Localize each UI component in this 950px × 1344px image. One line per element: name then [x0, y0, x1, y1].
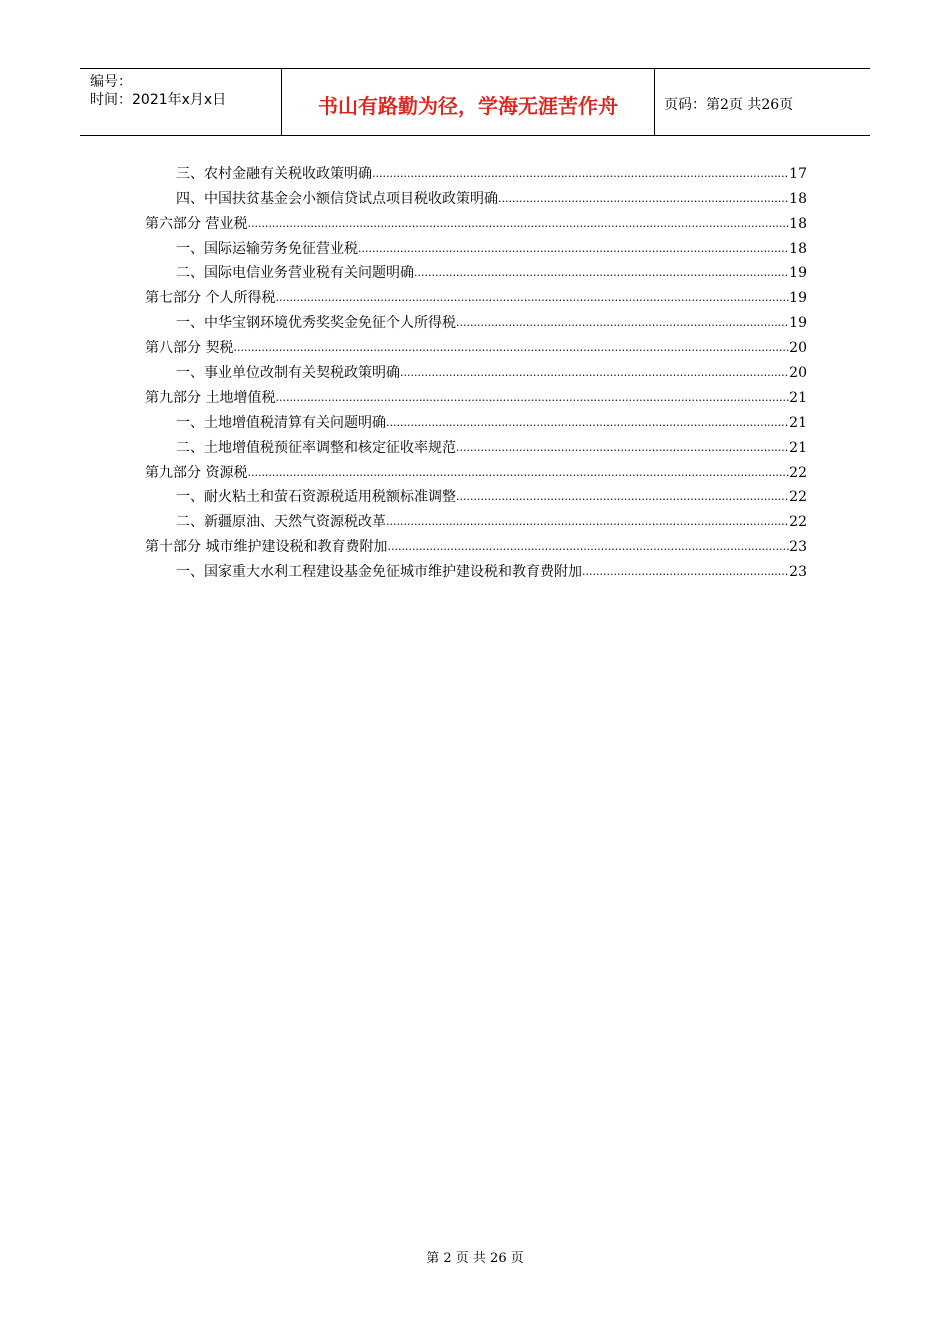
motto-text: 书山有路勤为径，学海无涯苦作舟: [318, 93, 618, 118]
toc-leader-dots: [247, 214, 789, 234]
toc-entry-page: 21: [789, 389, 807, 406]
toc-entry-title: 一、事业单位改制有关契税政策明确: [176, 365, 400, 382]
toc-leader-dots: [498, 189, 789, 209]
toc-entry-title: 一、土地增值税清算有关问题明确: [176, 414, 386, 431]
toc-entry-title: 二、国际电信业务营业税有关问题明确: [176, 265, 414, 282]
toc-leader-dots: [386, 512, 789, 532]
toc-leader-dots: [247, 463, 789, 483]
toc-leader-dots: [456, 313, 789, 333]
toc-entry[interactable]: [145, 209, 807, 234]
toc-entry[interactable]: [145, 483, 807, 508]
toc-leader-dots: [400, 363, 789, 383]
toc-entry-title: 第八部分 契税: [145, 340, 234, 357]
toc-entry-title: 一、耐火粘土和萤石资源税适用税额标准调整: [176, 489, 456, 506]
footer-page-number: 第 2 页 共 26 页: [426, 1251, 524, 1266]
toc-entry-page: 18: [789, 190, 807, 207]
toc-entry[interactable]: [145, 458, 807, 483]
toc-leader-dots: [414, 263, 789, 283]
toc-entry-page: 21: [789, 439, 807, 456]
toc-entry[interactable]: [145, 259, 807, 284]
toc-leader-dots: [275, 388, 789, 408]
toc-entry-title: 第九部分 土地增值税: [145, 389, 276, 406]
header-page-info: [655, 69, 870, 135]
toc-entry-title: 三、农村金融有关税收政策明确: [176, 165, 372, 182]
toc-entry[interactable]: [145, 283, 807, 308]
toc-entry[interactable]: [145, 408, 807, 433]
toc-entry[interactable]: [145, 333, 807, 358]
toc-entry-page: 22: [789, 464, 807, 481]
number-label: 编号：: [90, 74, 132, 90]
header-meta: [80, 69, 282, 135]
toc-entry-title: 第六部分 营业税: [145, 215, 248, 232]
toc-entry[interactable]: [145, 358, 807, 383]
toc-entry-title: 第九部分 资源税: [145, 464, 248, 481]
toc-leader-dots: [456, 487, 789, 507]
toc-entry-page: 20: [789, 365, 807, 382]
page-header: [80, 68, 870, 136]
page-footer: [0, 1247, 950, 1266]
toc-entry-title: 一、中华宝钢环境优秀奖奖金免征个人所得税: [176, 315, 456, 332]
toc-entry-title: 一、国家重大水利工程建设基金免征城市维护建设税和教育费附加: [176, 564, 582, 581]
page-info-text: 页码：第2页 共26页: [664, 97, 794, 113]
toc-leader-dots: [582, 562, 789, 582]
toc-leader-dots: [275, 288, 789, 308]
toc-entry[interactable]: [145, 159, 807, 184]
toc-entry-page: 19: [789, 290, 807, 307]
toc-leader-dots: [233, 338, 789, 358]
toc-entry-page: 22: [789, 514, 807, 531]
toc-leader-dots: [386, 413, 789, 433]
toc-entry-title: 二、土地增值税预征率调整和核定征收率规范: [176, 439, 456, 456]
toc-entry[interactable]: [145, 557, 807, 582]
toc-entry-page: 19: [789, 315, 807, 332]
toc-entry[interactable]: [145, 433, 807, 458]
toc-entry-page: 17: [789, 165, 807, 182]
toc-leader-dots: [387, 537, 789, 557]
toc-entry-page: 22: [789, 489, 807, 506]
toc-entry-page: 23: [789, 539, 807, 556]
toc-entry[interactable]: [145, 383, 807, 408]
date-label: 时间：2021年x月x日: [90, 92, 227, 108]
toc-entry-page: 23: [789, 564, 807, 581]
toc-entry-page: 21: [789, 414, 807, 431]
toc-leader-dots: [358, 239, 789, 259]
toc-entry[interactable]: [145, 184, 807, 209]
toc-leader-dots: [456, 438, 789, 458]
header-motto: [282, 69, 655, 135]
toc-entry-title: 四、中国扶贫基金会小额信贷试点项目税收政策明确: [176, 190, 498, 207]
toc-entry-page: 18: [789, 240, 807, 257]
toc-entry[interactable]: [145, 234, 807, 259]
table-of-contents: [145, 159, 807, 582]
toc-entry-page: 18: [789, 215, 807, 232]
toc-entry-page: 20: [789, 340, 807, 357]
toc-entry-title: 二、新疆原油、天然气资源税改革: [176, 514, 386, 531]
toc-entry[interactable]: [145, 308, 807, 333]
toc-entry[interactable]: [145, 507, 807, 532]
toc-entry-page: 19: [789, 265, 807, 282]
toc-entry-title: 第十部分 城市维护建设税和教育费附加: [145, 539, 388, 556]
toc-entry[interactable]: [145, 532, 807, 557]
toc-entry-title: 第七部分 个人所得税: [145, 290, 276, 307]
toc-entry-title: 一、国际运输劳务免征营业税: [176, 240, 358, 257]
toc-leader-dots: [372, 164, 789, 184]
